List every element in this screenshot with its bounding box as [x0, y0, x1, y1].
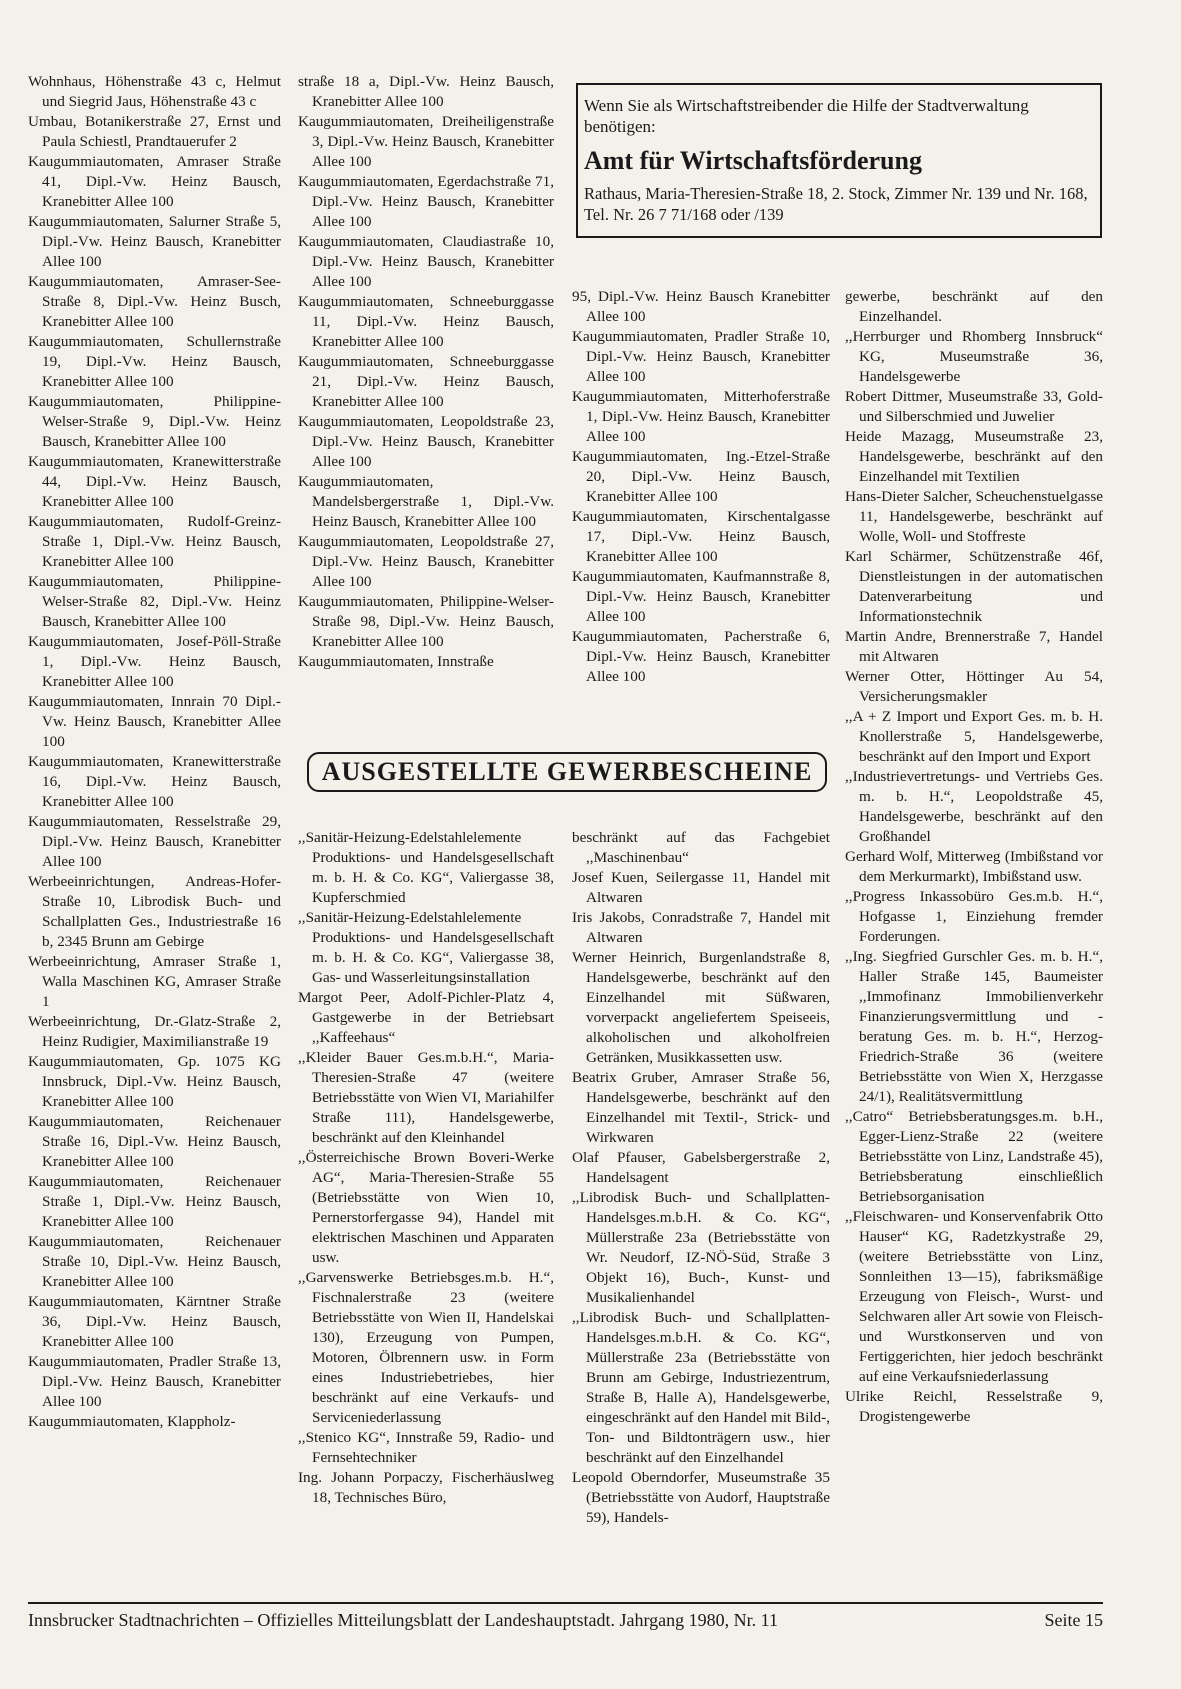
list-item: Werbeeinrichtung, Dr.-Glatz-Straße 2, Heinz Rudigier, Maximilianstraße 19 — [28, 1013, 281, 1050]
list-item: Kaugummiautomaten, Leopoldstraße 27, Dipl.-Vw. Heinz Bausch, Kranebitter Allee 100 — [298, 533, 554, 590]
list-item: Kaugummiautomaten, Kirschentalgasse 17, Dipl.-Vw. Heinz Bausch, Kranebitter Allee 100 — [572, 508, 830, 565]
list-item: Kaugummiautomaten, Klappholz- — [28, 1413, 236, 1430]
list-item: Kaugummiautomaten, Mitterhoferstraße 1, Dipl.-Vw. Heinz Bausch, Kranebitter Allee 100 — [572, 388, 830, 445]
list-item: ,,A + Z Import und Export Ges. m. b. H. Knollerstraße 5, Handelsgewerbe, beschränkt auf den Import und Export — [845, 708, 1103, 765]
list-item: Kaugummiautomaten, Leopoldstraße 23, Dipl.-Vw. Heinz Bausch, Kranebitter Allee 100 — [298, 413, 554, 470]
list-item: Kaugummiautomaten, Schullernstraße 19, Dipl.-Vw. Heinz Bausch, Kranebitter Allee 100 — [28, 333, 281, 390]
notice-intro: Wenn Sie als Wirtschaftstreibender die Hilfe der Stadtverwaltung benötigen: — [584, 96, 1029, 136]
list-item: ,,Librodisk Buch- und Schallplatten-Handelsges.m.b.H. & Co. KG“, Müllerstraße 23a (Betriebsstätte von Wr. Neudorf, IZ-NÖ-Süd, Straße 3 Objekt 16), Buch-, Kunst- und Musikalienhandel — [572, 1189, 830, 1306]
column-1 — [28, 72, 281, 1432]
column-2 — [298, 72, 554, 672]
list-item: Ulrike Reichl, Resselstraße 9, Drogistengewerbe — [845, 1388, 1103, 1425]
list-item: Kaugummiautomaten, Schneeburggasse 21, Dipl.-Vw. Heinz Bausch, Kranebitter Allee 100 — [298, 353, 554, 410]
list-item: Kaugummiautomaten, Amraser-See-Straße 8, Dipl.-Vw. Heinz Busch, Kranebitter Allee 100 — [28, 273, 281, 330]
list-item: Kaugummiautomaten, Claudiastraße 10, Dipl.-Vw. Heinz Bausch, Kranebitter Allee 100 — [298, 233, 554, 290]
list-item: Kaugummiautomaten, Kaufmannstraße 8, Dipl.-Vw. Heinz Bausch, Kranebitter Allee 100 — [572, 568, 830, 625]
list-item: Wohnhaus, Höhenstraße 43 c, Helmut und Siegrid Jaus, Höhenstraße 43 c — [28, 73, 281, 110]
list-item: Ing. Johann Porpaczy, Fischerhäuslweg 18, Technisches Büro, — [298, 1469, 554, 1506]
list-item: Heide Mazagg, Museumstraße 23, Handelsgewerbe, beschränkt auf den Einzelhandel mit Textilien — [845, 428, 1103, 485]
list-item: Kaugummiautomaten, Kranewitterstraße 16, Dipl.-Vw. Heinz Bausch, Kranebitter Allee 100 — [28, 753, 281, 810]
list-item: Kaugummiautomaten, Kärntner Straße 36, Dipl.-Vw. Heinz Bausch, Kranebitter Allee 100 — [28, 1293, 281, 1350]
notice-box — [576, 83, 1102, 238]
list-item: Robert Dittmer, Museumstraße 33, Gold- und Silberschmied und Juwelier — [845, 388, 1103, 425]
list-item: gewerbe, beschränkt auf den Einzelhandel. — [845, 288, 1103, 325]
list-item: Margot Peer, Adolf-Pichler-Platz 4, Gastgewerbe in der Betriebsart ,,Kaffeehaus“ — [298, 989, 554, 1046]
list-item: Kaugummiautomaten, Resselstraße 29, Dipl.-Vw. Heinz Bausch, Kranebitter Allee 100 — [28, 813, 281, 870]
list-item: Kaugummiautomaten, Philippine-Welser-Straße 82, Dipl.-Vw. Heinz Bausch, Kranebitter Allee 100 — [28, 573, 281, 630]
list-item: Leopold Oberndorfer, Museumstraße 35 (Betriebsstätte von Audorf, Hauptstraße 59), Handels- — [572, 1469, 830, 1526]
list-item: Kaugummiautomaten, Reichenauer Straße 1, Dipl.-Vw. Heinz Bausch, Kranebitter Allee 100 — [28, 1173, 281, 1230]
list-item: ,,Sanitär-Heizung-Edelstahlelemente Produktions- und Handelsgesellschaft m. b. H. & Co. KG“, Valiergasse 38, Gas- und Wasserleitungsinstallation — [298, 909, 554, 986]
list-item: ,,Stenico KG“, Innstraße 59, Radio- und Fernsehtechniker — [298, 1429, 554, 1466]
list-item: ,,Progress Inkassobüro Ges.m.b. H.“, Hofgasse 1, Einziehung fremder Forderungen. — [845, 888, 1103, 945]
list-item: ,,Fleischwaren- und Konservenfabrik Otto Hauser“ KG, Radetzkystraße 29, (weitere Betriebsstätte von Linz, Sonnleithen 13—15), fabriksmäßige Erzeugung von Fleisch-, Wurst- und Selchwaren aller Art sowie von Fleisch- und Wurstkonserven und von Fertiggerichten, hier jedoch beschränkt auf eine Verkaufsniederlassung — [845, 1208, 1103, 1385]
list-item: Hans-Dieter Salcher, Scheuchenstuelgasse 11, Handelsgewerbe, beschränkt auf Wolle, Woll- und Stoffreste — [845, 488, 1103, 545]
page-number: Seite 15 — [1044, 1610, 1103, 1630]
list-item: Kaugummiautomaten, Josef-Pöll-Straße 1, Dipl.-Vw. Heinz Bausch, Kranebitter Allee 100 — [28, 633, 281, 690]
list-item: Kaugummiautomaten, Dreiheiligenstraße 3, Dipl.-Vw. Heinz Bausch, Kranebitter Allee 100 — [298, 113, 554, 170]
list-item: Kaugummiautomaten, Innstraße — [298, 653, 494, 670]
list-item: Kaugummiautomaten, Salurner Straße 5, Dipl.-Vw. Heinz Bausch, Kranebitter Allee 100 — [28, 213, 281, 270]
list-item: beschränkt auf das Fachgebiet ,,Maschinenbau“ — [572, 829, 830, 866]
list-item: ,,Kleider Bauer Ges.m.b.H.“, Maria-Theresien-Straße 47 (weitere Betriebsstätte von Wien VI, Mariahilfer Straße 111), Handelsgewerbe, beschränkt auf den Kleinhandel — [298, 1049, 554, 1146]
list-item: ,,Librodisk Buch- und Schallplatten-Handelsges.m.b.H. & Co. KG“, Müllerstraße 23a (Betriebsstätte von Brunn am Gebirge, Industriezentrum, Straße B, Halle A), Handelsgewerbe, eingeschränkt auf den Handel mit Bild-, Ton- und Bildtonträgern usw., hier beschränkt auf den Einzelhandel — [572, 1309, 830, 1466]
list-item: Josef Kuen, Seilergasse 11, Handel mit Altwaren — [572, 869, 830, 906]
list-item: Iris Jakobs, Conradstraße 7, Handel mit Altwaren — [572, 909, 830, 946]
list-item: ,,Österreichische Brown Boveri-Werke AG“, Maria-Theresien-Straße 55 (Betriebsstätte von Wien 10, Pernerstorfergasse 94), Handel mit elektrischen Maschinen und Apparaten usw. — [298, 1149, 554, 1266]
list-item: Werbeeinrichtungen, Andreas-Hofer-Straße 10, Librodisk Buch- und Schallplatten Ges., Industriestraße 16 b, 2345 Brunn am Gebirge — [28, 873, 281, 950]
list-item: Gerhard Wolf, Mitterweg (Imbißstand vor dem Merkurmarkt), Imbißstand usw. — [845, 848, 1103, 885]
list-item: Werner Heinrich, Burgenlandstraße 8, Handelsgewerbe, beschränkt auf den Einzelhandel mit Süßwaren, vorverpackt angeliefertem Speiseeis, alkoholischen und alkoholfreien Getränken, Musikkassetten usw. — [572, 949, 830, 1066]
column-6 — [572, 828, 830, 1528]
list-item: Kaugummiautomaten, Schneeburggasse 11, Dipl.-Vw. Heinz Bausch, Kranebitter Allee 100 — [298, 293, 554, 350]
list-item: 95, Dipl.-Vw. Heinz Bausch Kranebitter Allee 100 — [572, 288, 830, 325]
list-item: Werner Otter, Höttinger Au 54, Versicherungsmakler — [845, 668, 1103, 705]
list-item: Kaugummiautomaten, Ing.-Etzel-Straße 20, Dipl.-Vw. Heinz Bausch, Kranebitter Allee 100 — [572, 448, 830, 505]
list-item: Kaugummiautomaten, Philippine-Welser-Straße 98, Dipl.-Vw. Heinz Bausch, Kranebitter Allee 100 — [298, 593, 554, 650]
list-item: Kaugummiautomaten, Reichenauer Straße 16, Dipl.-Vw. Heinz Bausch, Kranebitter Allee 100 — [28, 1113, 281, 1170]
footer-rule — [28, 1602, 1103, 1604]
list-item: ,,Catro“ Betriebsberatungsges.m. b.H., Egger-Lienz-Straße 22 (weitere Betriebsstätte von Linz, Landstraße 45), Betriebsberatung einschließlich Betriebsorganisation — [845, 1108, 1103, 1205]
list-item: ,,Sanitär-Heizung-Edelstahlelemente Produktions- und Handelsgesellschaft m. b. H. & Co. KG“, Valiergasse 38, Kupferschmied — [298, 829, 554, 906]
publication-line: Innsbrucker Stadtnachrichten – Offizielles Mitteilungsblatt der Landeshauptstadt. Jahrgang 1980, Nr. 11 — [28, 1610, 778, 1630]
notice-address: Rathaus, Maria-Theresien-Straße 18, 2. Stock, Zimmer Nr. 139 und Nr. 168, Tel. Nr. 26 7 71/168 oder /139 — [584, 184, 1088, 224]
list-item: Kaugummiautomaten, Pacherstraße 6, Dipl.-Vw. Heinz Bausch, Kranebitter Allee 100 — [572, 628, 830, 685]
notice-title: Amt für Wirtschaftsförderung — [584, 146, 922, 175]
list-item: Olaf Pfauser, Gabelsbergerstraße 2, Handelsagent — [572, 1149, 830, 1186]
list-item: Kaugummiautomaten, Mandelsbergerstraße 1, Dipl.-Vw. Heinz Bausch, Kranebitter Allee 100 — [298, 473, 554, 530]
list-item: ,,Ing. Siegfried Gurschler Ges. m. b. H.“, Haller Straße 145, Baumeister ,,Immofinanz Immobilienverkehr Finanzierungsvermittlung und -beratung Ges. m. b. H.“, Herzog-Friedrich-Straße 36 (weitere Betriebsstätte von Wien X, Herzgasse 24/1), Realitätsvermittlung — [845, 948, 1103, 1105]
list-item: Werbeeinrichtung, Amraser Straße 1, Walla Maschinen KG, Amraser Straße 1 — [28, 953, 281, 1010]
list-item: ,,Garvenswerke Betriebsges.m.b. H.“, Fischnalerstraße 23 (weitere Betriebsstätte von Wien II, Handelskai 130), Erzeugung von Pumpen, Motoren, Ölbrennern usw. in Form eines Industriebetriebes, hier beschränkt auf eine Verkaufs- und Serviceniederlassung — [298, 1269, 554, 1426]
list-item: Karl Schärmer, Schützenstraße 46f, Dienstleistungen in der automatischen Datenverarbeitung und Informationstechnik — [845, 548, 1103, 625]
list-item: Kaugummiautomaten, Amraser Straße 41, Dipl.-Vw. Heinz Bausch, Kranebitter Allee 100 — [28, 153, 281, 210]
list-item: Kaugummiautomaten, Rudolf-Greinz-Straße 1, Dipl.-Vw. Heinz Bausch, Kranebitter Allee 100 — [28, 513, 281, 570]
list-item: Martin Andre, Brennerstraße 7, Handel mit Altwaren — [845, 628, 1103, 665]
list-item: Kaugummiautomaten, Innrain 70 Dipl.-Vw. Heinz Bausch, Kranebitter Allee 100 — [28, 693, 281, 750]
list-item: Umbau, Botanikerstraße 27, Ernst und Paula Schiestl, Prandtauerufer 2 — [28, 113, 281, 150]
list-item: straße 18 a, Dipl.-Vw. Heinz Bausch, Kranebitter Allee 100 — [298, 73, 554, 110]
list-item: Kaugummiautomaten, Egerdachstraße 71, Dipl.-Vw. Heinz Bausch, Kranebitter Allee 100 — [298, 173, 554, 230]
list-item: ,,Industrievertretungs- und Vertriebs Ges. m. b. H.“, Leopoldstraße 45, Handelsgewerbe, beschränkt auf den Großhandel — [845, 768, 1103, 845]
column-4 — [845, 287, 1103, 1427]
section-heading: AUSGESTELLTE GEWERBESCHEINE — [307, 752, 827, 792]
list-item: Kaugummiautomaten, Pradler Straße 10, Dipl.-Vw. Heinz Bausch, Kranebitter Allee 100 — [572, 328, 830, 385]
list-item: Kaugummiautomaten, Gp. 1075 KG Innsbruck, Dipl.-Vw. Heinz Bausch, Kranebitter Allee 100 — [28, 1053, 281, 1110]
list-item: ,,Herrburger und Rhomberg Innsbruck“ KG, Museumstraße 36, Handelsgewerbe — [845, 328, 1103, 385]
column-3 — [572, 287, 830, 687]
list-item: Beatrix Gruber, Amraser Straße 56, Handelsgewerbe, beschränkt auf den Einzelhandel mit Textil-, Strick- und Wirkwaren — [572, 1069, 830, 1146]
list-item: Kaugummiautomaten, Kranewitterstraße 44, Dipl.-Vw. Heinz Bausch, Kranebitter Allee 100 — [28, 453, 281, 510]
list-item: Kaugummiautomaten, Pradler Straße 13, Dipl.-Vw. Heinz Bausch, Kranebitter Allee 100 — [28, 1353, 281, 1410]
list-item: Kaugummiautomaten, Philippine-Welser-Straße 9, Dipl.-Vw. Heinz Bausch, Kranebitter Allee 100 — [28, 393, 281, 450]
column-5 — [298, 828, 554, 1508]
list-item: Kaugummiautomaten, Reichenauer Straße 10, Dipl.-Vw. Heinz Bausch, Kranebitter Allee 100 — [28, 1233, 281, 1290]
